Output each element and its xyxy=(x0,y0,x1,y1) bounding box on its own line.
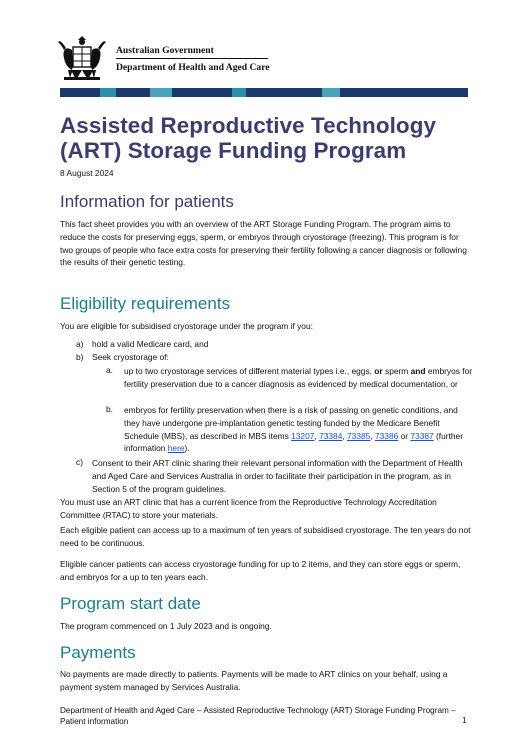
separator: , xyxy=(342,430,345,441)
list-item-medicare: hold a valid Medicare card, and xyxy=(92,339,209,349)
licence-paragraph: You must use an ART clinic that has a current licence from the Reproductive Technology Accreditation Committee (RTAC) to store your materials. xyxy=(60,497,437,520)
color-bar-segment xyxy=(116,88,150,97)
payments-paragraph: No payments are made directly to patients. Payments will be made to ART clinics on your behalf, using a payment system managed by Services Australia. xyxy=(60,669,448,692)
sublist-label-a: a. xyxy=(106,365,113,375)
cancer-items-paragraph: Eligible cancer patients can access cryostorage funding for up to 2 items, and they can store eggs or sperm, and embryos for a up to ten years each. xyxy=(60,559,461,582)
color-bar-segment xyxy=(60,88,100,97)
info-paragraph: This fact sheet provides you with an overview of the ART Storage Funding Program. The program aims to reduce the costs for preserving eggs, sperm, or embryos through cryostorage (freezing). This program is for two groups of people who face extra costs for preserving their fertility following a cancer diagnosis or following the results of their genetic testing. xyxy=(60,219,467,268)
emphasis-and: and xyxy=(410,366,426,376)
heading-payments: Payments xyxy=(60,643,136,662)
coat-of-arms-icon xyxy=(58,36,106,82)
sublist-item-genetic xyxy=(124,404,474,455)
color-bar-segment xyxy=(150,88,172,97)
sublist-text: embryos for fertility preservation when there is a risk of passing on genetic conditions, and they have undergone pre-implantation genetic testing funded by the Medicare Benefit Schedule (MBS), as described in MBS items xyxy=(124,405,458,441)
list-label-b: b) xyxy=(76,352,84,362)
mbs-item-link[interactable]: 73387 xyxy=(410,430,434,441)
government-wordmark xyxy=(116,44,270,74)
color-bar-segment xyxy=(232,88,246,97)
wordmark-divider xyxy=(116,58,268,59)
mbs-item-link[interactable]: 73386 xyxy=(374,430,399,441)
heading-eligibility: Eligibility requirements xyxy=(60,294,231,313)
color-bar-segment xyxy=(392,88,432,97)
color-bar-segment xyxy=(172,88,232,97)
list-label-c: c) xyxy=(76,457,83,467)
color-bar-segment xyxy=(322,88,340,97)
separator: , xyxy=(370,430,373,441)
department-name: Department of Health and Aged Care xyxy=(116,62,270,73)
page-footer: Department of Health and Aged Care – Assisted Reproductive Technology (ART) Storage Funding Program – Patient information xyxy=(60,706,456,726)
list-label-a: a) xyxy=(76,339,84,349)
sublist-text: sperm xyxy=(385,366,409,376)
color-bar-segment xyxy=(340,88,392,97)
document-title: Assisted Reproductive Technology (ART) Storage Funding Program xyxy=(60,113,437,163)
separator: , xyxy=(314,430,317,441)
government-name: Australian Government xyxy=(116,45,214,56)
color-bar-segment xyxy=(246,88,292,97)
color-bar-segment xyxy=(432,88,468,97)
brand-color-bar xyxy=(60,88,468,97)
sublist-text: up to two cryostorage services of different material types i.e., eggs, xyxy=(124,366,372,376)
closing-punctuation: ). xyxy=(184,443,190,454)
mbs-item-link[interactable]: 13207 xyxy=(291,430,315,441)
list-item-seek-cryostorage: Seek cryostorage of: xyxy=(92,352,169,362)
here-link[interactable]: here xyxy=(167,443,185,454)
color-bar-segment xyxy=(292,88,322,97)
separator: or xyxy=(400,430,409,441)
start-date-paragraph: The program commenced on 1 July 2023 and is ongoing. xyxy=(60,621,272,631)
sublist-text: embryos for fertility preservation due to a cancer diagnosis as evidenced by medical documentation, or xyxy=(124,366,473,389)
list-item-consent: Consent to their ART clinic sharing their relevant personal information with the Department of Health and Aged Care and Services Australia in order to facilitate their participation in the program, as in Section 5 of the program guidelines. xyxy=(92,458,463,494)
color-bar-segment xyxy=(100,88,116,97)
sublist-item-cancer xyxy=(124,365,474,391)
max-years-paragraph: Each eligible patient can access up to a maximum of ten years of subsidised cryostorage. The ten years do not need to be continuous. xyxy=(60,525,471,548)
sublist-label-b: b. xyxy=(106,404,113,414)
further-info-text: (further information xyxy=(124,430,463,454)
publication-date: 8 August 2024 xyxy=(60,168,114,178)
emphasis-or: or xyxy=(374,366,383,376)
mbs-item-link[interactable]: 73385 xyxy=(347,430,371,441)
heading-program-start-date: Program start date xyxy=(60,594,201,613)
page-number: 1 xyxy=(462,716,467,725)
mbs-item-link[interactable]: 73384 xyxy=(319,430,343,441)
heading-information-for-patients: Information for patients xyxy=(60,192,234,211)
eligibility-intro: You are eligible for subsidised cryostorage under the program if you: xyxy=(60,321,313,331)
